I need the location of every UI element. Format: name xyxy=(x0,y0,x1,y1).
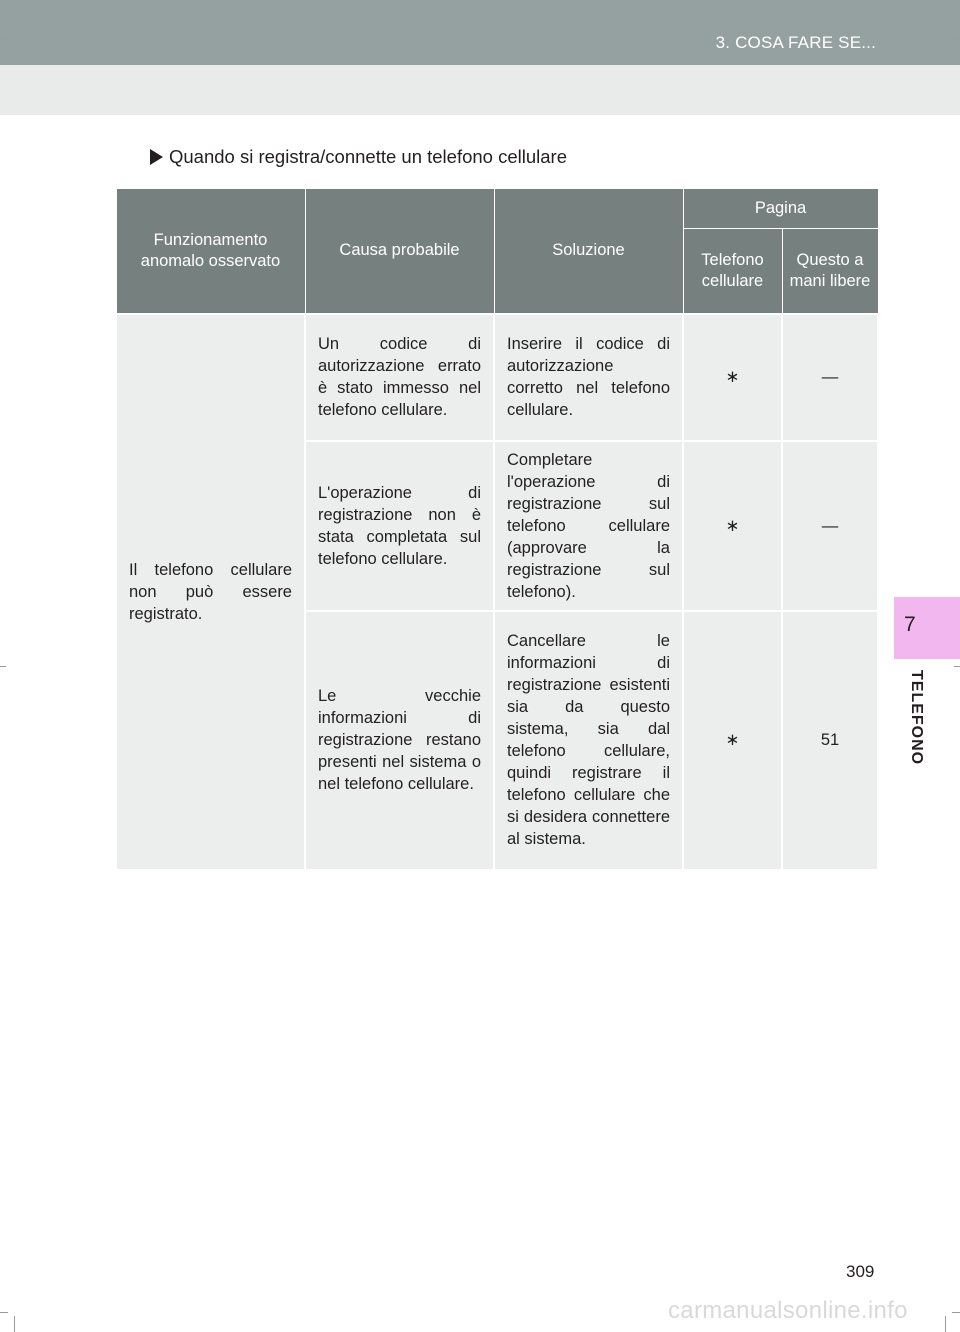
phone-page-cell: ∗ xyxy=(683,611,782,870)
phone-page-cell: ∗ xyxy=(683,314,782,441)
header-page: Pagina xyxy=(683,189,878,229)
troubleshooting-table xyxy=(115,188,879,871)
header-solution: Soluzione xyxy=(494,189,683,314)
handsfree-page-cell: 51 xyxy=(782,611,878,870)
crop-mark xyxy=(0,38,6,39)
solution-cell: Inserire il codice di autorizzazione corretto nel telefono cellulare. xyxy=(494,314,683,441)
handsfree-page-cell: — xyxy=(782,314,878,441)
section-heading xyxy=(150,146,567,168)
crop-mark xyxy=(952,1312,960,1313)
header-subband xyxy=(0,65,960,115)
watermark: carmanualsonline.info xyxy=(668,1297,908,1324)
section-title: 3. COSA FARE SE... xyxy=(715,33,876,52)
solution-cell: Cancellare le informazioni di registrazione esistenti sia da questo sistema, sia dal telefono cellulare, quindi registrare il telefono cellulare che si desidera connettere al sistema. xyxy=(494,611,683,870)
cause-cell: Le vecchie informazioni di registrazione restano presenti nel sistema o nel telefono cellulare. xyxy=(305,611,494,870)
chapter-tab xyxy=(894,597,960,659)
solution-cell: Completare l'operazione di registrazione sul telefono cellulare (approvare la registrazione sul telefono). xyxy=(494,441,683,611)
header-cause: Causa probabile xyxy=(305,189,494,314)
phone-page-cell: ∗ xyxy=(683,441,782,611)
crop-mark xyxy=(0,1312,8,1313)
table-row xyxy=(116,314,878,441)
chapter-number: 7 xyxy=(904,613,916,636)
triangle-bullet-icon xyxy=(150,149,163,165)
handsfree-page-cell: — xyxy=(782,441,878,611)
header-phone: Telefono cellulare xyxy=(683,229,782,314)
section-heading-text: Quando si registra/connette un telefono cellulare xyxy=(169,146,568,167)
crop-mark xyxy=(0,666,6,667)
cause-cell: Un codice di autorizzazione errato è stato immesso nel telefono cellulare. xyxy=(305,314,494,441)
crop-mark xyxy=(954,38,960,39)
crop-mark xyxy=(14,1316,15,1332)
chapter-label: TELEFONO xyxy=(908,670,925,766)
page-number: 309 xyxy=(846,1262,875,1281)
crop-mark xyxy=(945,1316,946,1332)
header-handsfree: Questo a mani libere xyxy=(782,229,878,314)
symptom-cell: Il telefono cellulare non può essere registrato. xyxy=(116,314,305,870)
crop-mark xyxy=(954,666,960,667)
header-symptom: Funzionamento anomalo osservato xyxy=(116,189,305,314)
cause-cell: L'operazione di registrazione non è stata completata sul telefono cellulare. xyxy=(305,441,494,611)
